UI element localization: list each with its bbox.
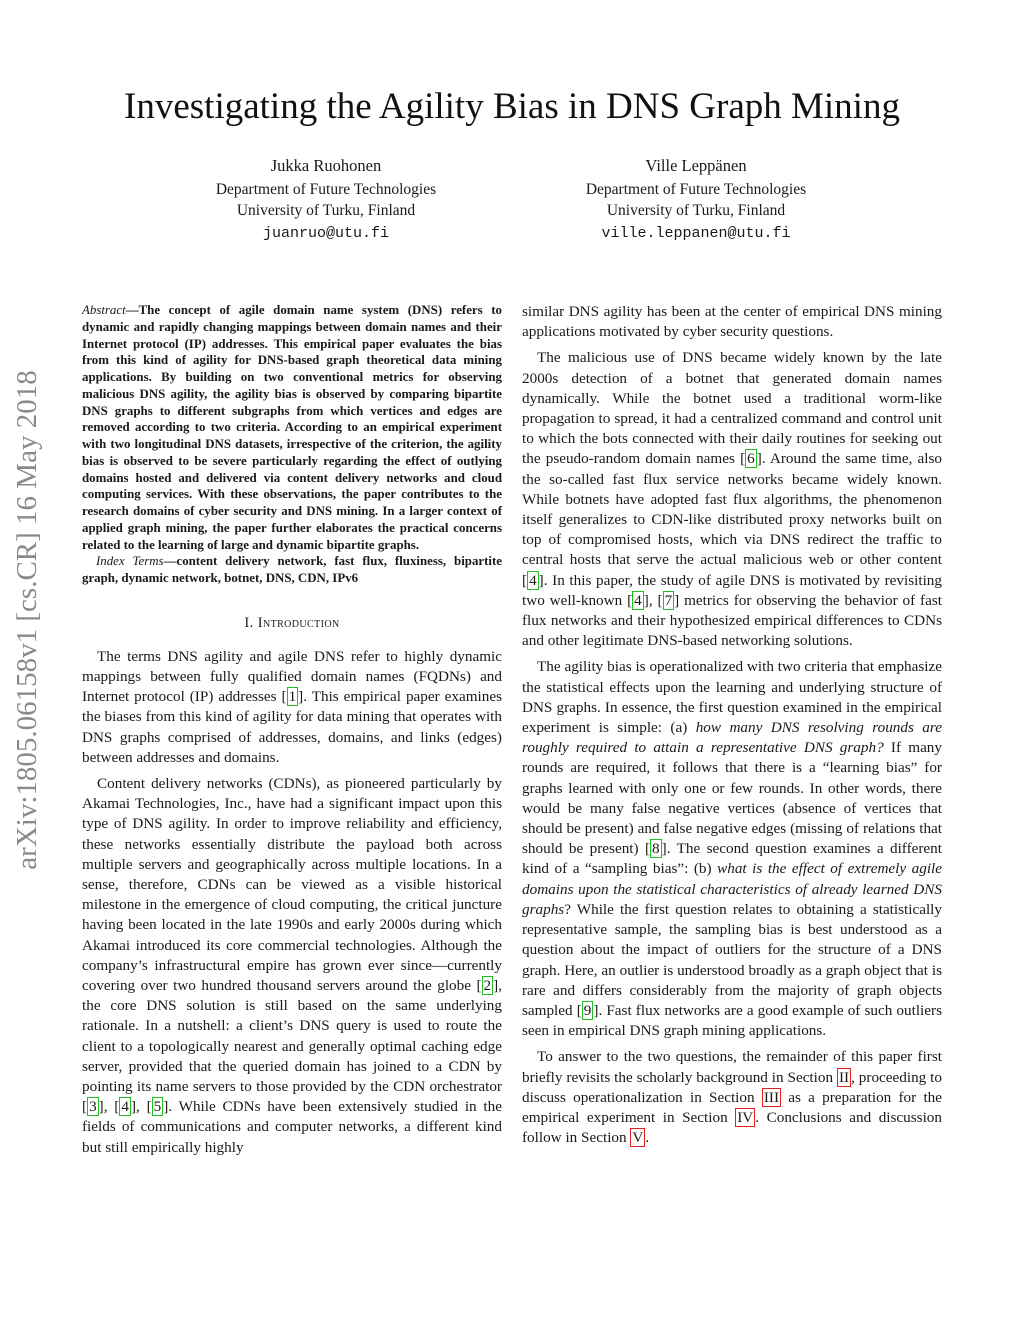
author-department: Department of Future Technologies	[585, 181, 807, 198]
index-terms-lead: Index Terms	[96, 554, 164, 569]
intro-paragraph-4: The agility bias is operationalized with two criteria that emphasize the statistical effects upon the learning and underlying structure of DNS graphs. In essence, the first question examined in the empirical experiment is simple: (a) how many DNS resolving rounds are roughly required to attain a representative DNS graph? If many rounds are required, it follows that there is a “learning bias” for graphs learned with only one or few rounds. In other words, there would be many false negative vertices (absence of vertices that should be present) and false negative edges (missing of relations that should be present) [ 8 ]. The second question examines a different kind of a “sampling bias”: (b) what is the effect of extremely agile domains upon the statistical characteristics of already learned DNS graphs? While the first question relates to obtaining a statistically representative sample, the sampling bias is best understood as a question about the impact of outliers for the structure of a DNS graph. Here, an outlier is understood broadly as a graph object that is rare and differs considerably from the majority of graph objects sampled [ 9 ]. Fast flux networks are a good example of such outliers seen in empirical DNS graph mining applications.	[522, 658, 942, 1040]
section-numeral: I.	[244, 614, 254, 631]
citation-link[interactable]: 5	[153, 1098, 162, 1116]
intro-paragraph-2: Content delivery networks (CDNs), as pioneered particularly by Akamai Technologies, Inc., have had a significant impact upon this type of DNS agility. In order to improve reliability and efficiency, these networks essentially distribute the payload both across multiple servers and geographically across multiple locations. In a sense, therefore, CDNs can be viewed as a visible historical milestone in the emergence of cloud computing, the critical juncture having been located in the late 1990s and early 2000s during which Akamai introduced its core commercial technologies. Although the company’s infrastructural empire has grown ever since—currently covering over two hundred thousand servers around the globe [ 2 ], the core DNS solution is still based on the same underlying rationale. In a nutshell: a client’s DNS query is used to route the client to a topologically nearest and generally optimal caching edge server, provided that the queried domain has joined to a CDN by pointing its name servers to those provided by the CDN orchestrator [ 3 ], [ 4 ], [ 5 ]. While CDNs have been extensively studied in the fields of communications and computer networks, a different kind but still empirically highly	[82, 774, 502, 1156]
right-column	[522, 302, 942, 1154]
section-title: Introduction	[257, 614, 340, 631]
author-department: Department of Future Technologies	[215, 181, 437, 198]
author-name: Jukka Ruohonen	[270, 156, 382, 175]
author-email[interactable]: ville.leppanen@utu.fi	[601, 225, 791, 242]
citation-link[interactable]: 6	[747, 450, 755, 468]
citation-link[interactable]: 4	[121, 1098, 129, 1116]
intro-paragraph-1: The terms DNS agility and agile DNS refer to highly dynamic mappings between fully qualified domain names (FQDNs) and Internet protocol (IP) addresses [ 1 ]. This empirical paper examines the biases from this kind of agility for data mining that operates with DNS graphs comprised of addresses, domains, and links (edges) between addresses and domains.	[82, 647, 503, 766]
intro-paragraph-5: To answer to the two questions, the remainder of this paper first briefly revisits the scholarly background in Section II , proceeding to discuss operationalization in Section III as a preparation for the empirical experiment in Section IV . Conclusions and discussion follow in Section V .	[522, 1048, 942, 1147]
arxiv-sidebar-stamp: arXiv:1805.06158v1 [cs.CR] 16 May 2018	[11, 370, 43, 870]
citation-link[interactable]: 4	[634, 591, 642, 609]
author-block-2	[516, 155, 876, 244]
section-link[interactable]: IV	[737, 1108, 754, 1126]
paper-title: Investigating the Agility Bias in DNS Graph Mining	[124, 86, 900, 127]
section-link[interactable]: V	[632, 1129, 644, 1147]
abstract-text: —The concept of agile domain name system (DNS) refers to dynamic and rapidly changing mappings between domain names and their Internet protocol (IP) addresses. This empirical paper evaluates the bias from this kind of agility for DNS-based graph theoretical data mining applications. By building on two conventional metrics for observing malicious DNS agility, the agility bias is observed by comparing bipartite DNS graphs to different subgraphs from which vertices and edges are removed according to two criteria. According to an empirical experiment with two longitudinal DNS datasets, irrespective of the criterion, the agility bias is observed to be severe particularly regarding the effect of outlying domains hosted and delivered via content delivery networks and cloud computing services. With these observations, the paper contributes to the research domains of cyber security and DNS mining. In a larger context of applied graph mining, the paper further elaborates the practical concerns related to the learning of large and dynamic bipartite graphs.	[82, 303, 502, 552]
abstract	[82, 302, 502, 553]
citation-link[interactable]: 3	[89, 1098, 97, 1116]
author-block-1	[146, 155, 506, 244]
citation-link[interactable]: 8	[652, 840, 660, 858]
section-heading-introduction	[82, 613, 502, 633]
citation-link[interactable]: 2	[483, 977, 492, 994]
citation-link[interactable]: 9	[583, 1001, 592, 1019]
citation-link[interactable]: 7	[664, 591, 673, 609]
index-terms-text: —content delivery network, fast flux, fluxiness, bipartite graph, dynamic network, botnet, DNS, CDN, IPv6	[82, 554, 502, 585]
author-university: University of Turku, Finland	[236, 202, 416, 219]
author-name: Ville Leppänen	[645, 156, 747, 175]
section-link[interactable]: III	[763, 1088, 780, 1106]
continued-paragraph: similar DNS agility has been at the center of empirical DNS mining applications motivated by cyber security questions.	[522, 303, 942, 341]
section-link[interactable]: II	[838, 1068, 850, 1086]
citation-link[interactable]: 1	[288, 688, 297, 706]
author-university: University of Turku, Finland	[606, 202, 786, 219]
left-column	[82, 302, 502, 1164]
index-terms	[82, 553, 502, 587]
abstract-lead: Abstract	[82, 303, 126, 317]
author-email[interactable]: juanruo@utu.fi	[262, 225, 390, 242]
intro-paragraph-3: The malicious use of DNS became widely known by the late 2000s detection of a botnet that generated domain names dynamically. While the botnet used a traditional worm-like propagation to spread, it had a centralized command and control unit to which the bots connected with their daily routines for seeking out the pseudo-random domain names [ 6 ]. Around the same time, also the so-called fast flux service networks became widely known. While botnets have adopted fast flux algorithms, the phenomenon itself generalizes to CDN-like distributed proxy networks built on top of compromised hosts, which via DNS redirect the traffic to central hosts that serve the actual malicious web or other content [ 4 ]. In this paper, the study of agile DNS is motivated by revisiting two well-known [ 4 ], [ 7 ] metrics for observing the behavior of fast flux networks and their hypothesized empirical differences to CDNs and other legitimate DNS-based networking solutions.	[522, 349, 942, 650]
citation-link[interactable]: 4	[529, 571, 537, 589]
